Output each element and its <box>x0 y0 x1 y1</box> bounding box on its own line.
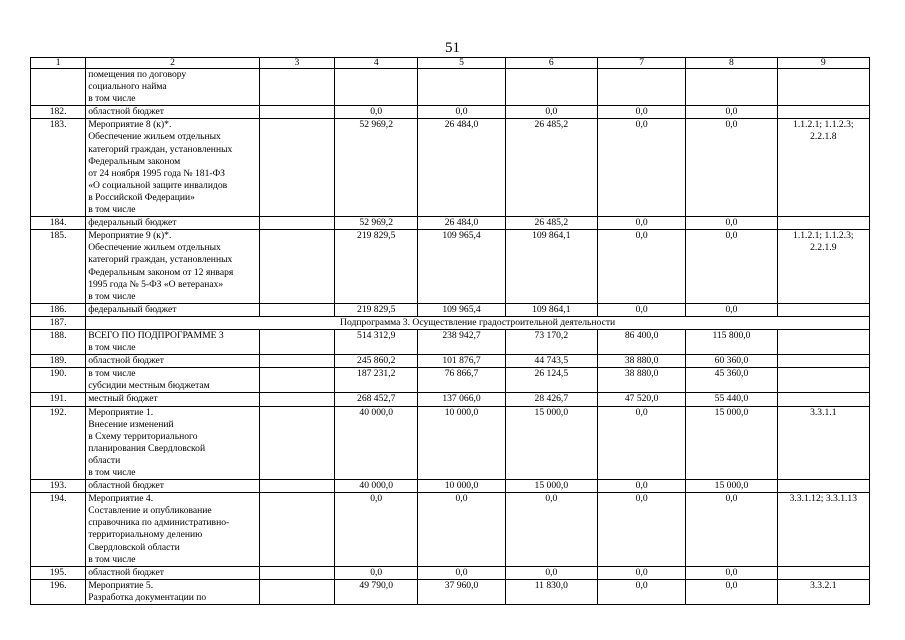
col4-amount-cell: 268 452,7 <box>335 393 418 406</box>
col3-cell <box>259 493 334 567</box>
row-name-cell: помещения по договору социального найма в том числе <box>86 69 260 106</box>
col8-amount-cell: 0,0 <box>686 303 777 316</box>
col4-amount-cell <box>335 69 418 106</box>
col4-amount-cell: 52 969,2 <box>335 119 418 217</box>
row-name-cell: Мероприятие 5. Разработка документации по <box>86 579 260 604</box>
col8-amount-cell: 60 360,0 <box>686 355 777 368</box>
col8-amount-cell: 0,0 <box>686 493 777 567</box>
row-name-cell: областной бюджет <box>86 355 260 368</box>
row-number-cell: 189. <box>31 355 86 368</box>
col3-cell <box>259 329 334 354</box>
col4-amount-cell: 219 829,5 <box>335 230 418 304</box>
col4-amount-cell: 219 829,5 <box>335 303 418 316</box>
table-row <box>31 217 870 230</box>
header-cell: 1 <box>31 58 86 69</box>
row-name-cell: Мероприятие 9 (к)*. Обеспечение жильем отдельных категорий граждан, установленных Федеральным законом от 12 января 1995 года № 5-ФЗ «О ветеранах» в том числе <box>86 230 260 304</box>
target-indicator-cell <box>777 566 869 579</box>
target-indicator-cell <box>777 329 869 354</box>
col8-amount-cell <box>686 69 777 106</box>
col3-cell <box>259 230 334 304</box>
table-row <box>31 493 870 567</box>
row-number-cell: 187. <box>31 316 86 329</box>
col5-amount-cell: 26 484,0 <box>418 217 505 230</box>
col7-amount-cell: 0,0 <box>597 230 685 304</box>
row-name-cell: местный бюджет <box>86 393 260 406</box>
row-number-cell: 185. <box>31 230 86 304</box>
col7-amount-cell: 0,0 <box>597 579 685 604</box>
col5-amount-cell: 0,0 <box>418 106 505 119</box>
col5-amount-cell: 238 942,7 <box>418 329 505 354</box>
col6-amount-cell: 0,0 <box>505 566 597 579</box>
table-row <box>31 393 870 406</box>
table-body <box>31 58 870 605</box>
table-row <box>31 230 870 304</box>
col3-cell <box>259 393 334 406</box>
target-indicator-cell: 1.1.2.1; 1.1.2.3; 2.2.1.8 <box>777 119 869 217</box>
table-row <box>31 579 870 604</box>
col5-amount-cell: 0,0 <box>418 566 505 579</box>
table-row <box>31 566 870 579</box>
col5-amount-cell: 101 876,7 <box>418 355 505 368</box>
col5-amount-cell: 10 000,0 <box>418 406 505 480</box>
col5-amount-cell: 137 066,0 <box>418 393 505 406</box>
col7-amount-cell: 38 880,0 <box>597 355 685 368</box>
header-cell: 7 <box>597 58 685 69</box>
col4-amount-cell: 0,0 <box>335 566 418 579</box>
target-indicator-cell: 1.1.2.1; 1.1.2.3; 2.2.1.9 <box>777 230 869 304</box>
col7-amount-cell: 0,0 <box>597 106 685 119</box>
row-number-cell <box>31 69 86 106</box>
col8-amount-cell: 0,0 <box>686 217 777 230</box>
page-number: 51 <box>445 40 460 56</box>
col3-cell <box>259 355 334 368</box>
target-indicator-cell <box>777 303 869 316</box>
col4-amount-cell: 52 969,2 <box>335 217 418 230</box>
section-row <box>31 316 870 329</box>
col5-amount-cell: 0,0 <box>418 493 505 567</box>
section-title: Подпрограмма 3. Осуществление градостроительной деятельности <box>86 316 870 329</box>
col6-amount-cell: 109 864,1 <box>505 303 597 316</box>
col3-cell <box>259 217 334 230</box>
target-indicator-cell <box>777 217 869 230</box>
table-row <box>31 106 870 119</box>
col8-amount-cell: 115 800,0 <box>686 329 777 354</box>
col7-amount-cell: 0,0 <box>597 406 685 480</box>
col5-amount-cell: 76 866,7 <box>418 368 505 393</box>
table-row <box>31 355 870 368</box>
col6-amount-cell: 15 000,0 <box>505 480 597 493</box>
col6-amount-cell: 26 124,5 <box>505 368 597 393</box>
col4-amount-cell: 0,0 <box>335 106 418 119</box>
col3-cell <box>259 406 334 480</box>
col6-amount-cell: 15 000,0 <box>505 406 597 480</box>
col7-amount-cell: 0,0 <box>597 119 685 217</box>
col6-amount-cell: 0,0 <box>505 106 597 119</box>
row-number-cell: 182. <box>31 106 86 119</box>
col3-cell <box>259 119 334 217</box>
col3-cell <box>259 69 334 106</box>
row-number-cell: 194. <box>31 493 86 567</box>
target-indicator-cell <box>777 480 869 493</box>
col8-amount-cell: 0,0 <box>686 106 777 119</box>
col4-amount-cell: 245 860,2 <box>335 355 418 368</box>
header-cell: 8 <box>686 58 777 69</box>
table-row <box>31 119 870 217</box>
header-cell: 2 <box>86 58 260 69</box>
table-row <box>31 303 870 316</box>
row-number-cell: 184. <box>31 217 86 230</box>
col7-amount-cell: 0,0 <box>597 566 685 579</box>
col6-amount-cell <box>505 69 597 106</box>
col8-amount-cell: 15 000,0 <box>686 406 777 480</box>
col5-amount-cell: 109 965,4 <box>418 230 505 304</box>
row-number-cell: 183. <box>31 119 86 217</box>
header-cell: 9 <box>777 58 869 69</box>
col6-amount-cell: 0,0 <box>505 493 597 567</box>
col8-amount-cell: 15 000,0 <box>686 480 777 493</box>
col4-amount-cell: 49 790,0 <box>335 579 418 604</box>
row-name-cell: областной бюджет <box>86 106 260 119</box>
col7-amount-cell: 86 400,0 <box>597 329 685 354</box>
row-name-cell: Мероприятие 4. Составление и опубликование справочника по административно- территориальному делению Свердловской области в том числе <box>86 493 260 567</box>
table-row <box>31 368 870 393</box>
target-indicator-cell <box>777 393 869 406</box>
col8-amount-cell: 0,0 <box>686 579 777 604</box>
header-cell: 3 <box>259 58 334 69</box>
row-number-cell: 192. <box>31 406 86 480</box>
header-cell: 5 <box>418 58 505 69</box>
col4-amount-cell: 187 231,2 <box>335 368 418 393</box>
row-number-cell: 196. <box>31 579 86 604</box>
row-number-cell: 195. <box>31 566 86 579</box>
table-row <box>31 69 870 106</box>
col3-cell <box>259 579 334 604</box>
col6-amount-cell: 109 864,1 <box>505 230 597 304</box>
budget-table <box>30 57 870 605</box>
row-name-cell: в том числе субсидии местным бюджетам <box>86 368 260 393</box>
row-number-cell: 186. <box>31 303 86 316</box>
row-number-cell: 191. <box>31 393 86 406</box>
table-row <box>31 406 870 480</box>
target-indicator-cell <box>777 69 869 106</box>
col4-amount-cell: 514 312,9 <box>335 329 418 354</box>
col3-cell <box>259 106 334 119</box>
col8-amount-cell: 0,0 <box>686 230 777 304</box>
col7-amount-cell: 0,0 <box>597 480 685 493</box>
col7-amount-cell: 0,0 <box>597 303 685 316</box>
row-number-cell: 190. <box>31 368 86 393</box>
col8-amount-cell: 55 440,0 <box>686 393 777 406</box>
col3-cell <box>259 566 334 579</box>
col6-amount-cell: 26 485,2 <box>505 119 597 217</box>
table-row <box>31 329 870 354</box>
col5-amount-cell <box>418 69 505 106</box>
header-cell: 6 <box>505 58 597 69</box>
row-name-cell: Мероприятие 8 (к)*. Обеспечение жильем отдельных категорий граждан, установленных Федеральным законом от 24 ноября 1995 года № 181-ФЗ «О социальной защите инвалидов в Российской Федерации» в том числе <box>86 119 260 217</box>
row-name-cell: областной бюджет <box>86 566 260 579</box>
col4-amount-cell: 40 000,0 <box>335 406 418 480</box>
col5-amount-cell: 109 965,4 <box>418 303 505 316</box>
col7-amount-cell <box>597 69 685 106</box>
col7-amount-cell: 38 880,0 <box>597 368 685 393</box>
col4-amount-cell: 40 000,0 <box>335 480 418 493</box>
target-indicator-cell: 3.3.1.1 <box>777 406 869 480</box>
col6-amount-cell: 44 743,5 <box>505 355 597 368</box>
col6-amount-cell: 11 830,0 <box>505 579 597 604</box>
target-indicator-cell: 3.3.2.1 <box>777 579 869 604</box>
row-name-cell: областной бюджет <box>86 480 260 493</box>
col6-amount-cell: 26 485,2 <box>505 217 597 230</box>
col7-amount-cell: 0,0 <box>597 493 685 567</box>
col8-amount-cell: 0,0 <box>686 119 777 217</box>
target-indicator-cell <box>777 355 869 368</box>
col6-amount-cell: 28 426,7 <box>505 393 597 406</box>
col6-amount-cell: 73 170,2 <box>505 329 597 354</box>
table-row <box>31 480 870 493</box>
col3-cell <box>259 368 334 393</box>
col7-amount-cell: 0,0 <box>597 217 685 230</box>
target-indicator-cell <box>777 368 869 393</box>
header-row <box>31 58 870 69</box>
target-indicator-cell: 3.3.1.12; 3.3.1.13 <box>777 493 869 567</box>
row-name-cell: ВСЕГО ПО ПОДПРОГРАММЕ 3 в том числе <box>86 329 260 354</box>
header-cell: 4 <box>335 58 418 69</box>
col8-amount-cell: 0,0 <box>686 566 777 579</box>
target-indicator-cell <box>777 106 869 119</box>
col7-amount-cell: 47 520,0 <box>597 393 685 406</box>
col5-amount-cell: 10 000,0 <box>418 480 505 493</box>
col4-amount-cell: 0,0 <box>335 493 418 567</box>
row-name-cell: федеральный бюджет <box>86 217 260 230</box>
row-name-cell: федеральный бюджет <box>86 303 260 316</box>
row-number-cell: 193. <box>31 480 86 493</box>
col8-amount-cell: 45 360,0 <box>686 368 777 393</box>
col3-cell <box>259 303 334 316</box>
row-number-cell: 188. <box>31 329 86 354</box>
row-name-cell: Мероприятие 1. Внесение изменений в Схему территориального планирования Свердловской области в том числе <box>86 406 260 480</box>
col5-amount-cell: 37 960,0 <box>418 579 505 604</box>
col3-cell <box>259 480 334 493</box>
col5-amount-cell: 26 484,0 <box>418 119 505 217</box>
